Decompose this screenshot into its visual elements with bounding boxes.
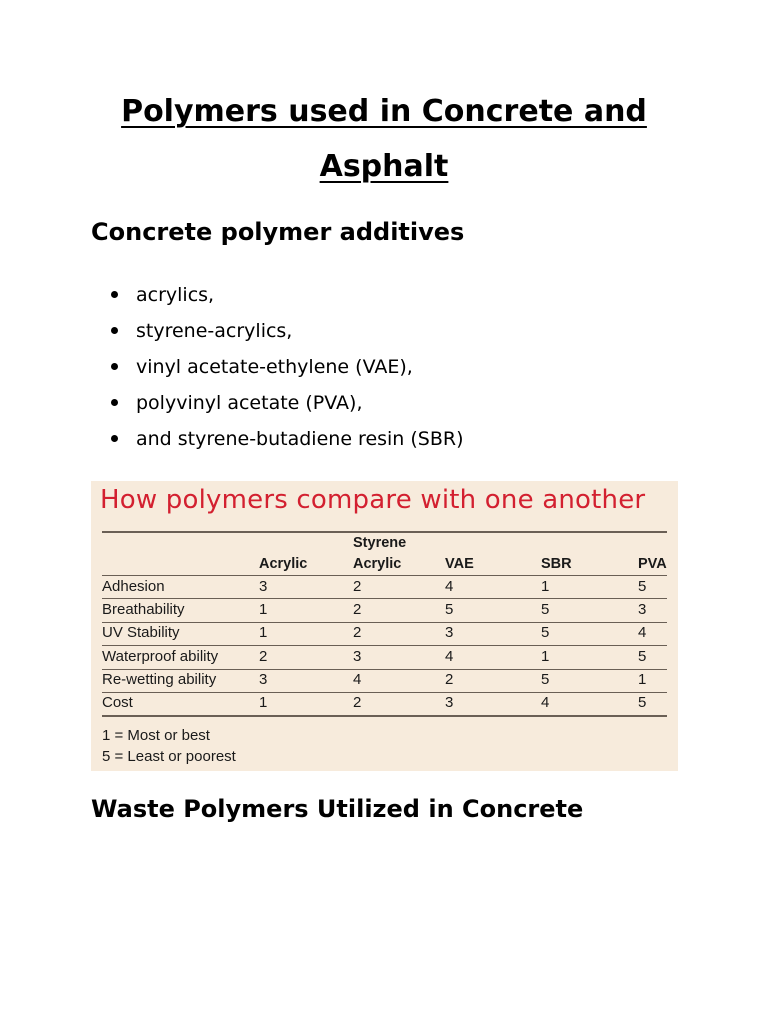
bullet-icon xyxy=(111,363,118,370)
table-cell: 5 xyxy=(541,624,550,641)
list-item-text: acrylics, xyxy=(136,284,215,306)
table-cell: 3 xyxy=(445,624,454,641)
table-cell: 2 xyxy=(353,624,362,641)
table-cell: 5 xyxy=(445,601,454,618)
list-item-text: vinyl acetate-ethylene (VAE), xyxy=(136,356,413,378)
row-label-waterproof-ability: Waterproof ability xyxy=(102,648,219,665)
col-header-vae: VAE xyxy=(445,556,474,572)
additives-list xyxy=(108,277,464,457)
legend-note: 1 = Most or best xyxy=(102,727,210,744)
list-item-text: and styrene-butadiene resin (SBR) xyxy=(136,428,464,450)
row-rule xyxy=(102,692,667,693)
page-title: Polymers used in Concrete and Asphalt xyxy=(121,94,647,184)
table-cell: 3 xyxy=(259,671,268,688)
table-bottom-rule xyxy=(102,715,667,717)
row-label-adhesion: Adhesion xyxy=(102,578,165,595)
table-cell: 5 xyxy=(541,601,550,618)
section-heading-additives: Concrete polymer additives xyxy=(91,218,465,246)
table-cell: 4 xyxy=(445,578,454,595)
list-item-text: polyvinyl acetate (PVA), xyxy=(136,392,363,414)
table-cell: 4 xyxy=(353,671,362,688)
col-header-styrene-acrylic-line2: Acrylic xyxy=(353,556,402,572)
table-cell: 1 xyxy=(259,694,268,711)
row-label-cost: Cost xyxy=(102,694,133,711)
table-cell: 3 xyxy=(259,578,268,595)
table-cell: 2 xyxy=(259,648,268,665)
table-cell: 3 xyxy=(445,694,454,711)
col-header-pva: PVA xyxy=(638,556,667,572)
list-item xyxy=(108,349,464,385)
row-rule xyxy=(102,598,667,599)
table-cell: 1 xyxy=(638,671,647,688)
row-rule xyxy=(102,622,667,623)
row-label-breathability: Breathability xyxy=(102,601,185,618)
table-cell: 1 xyxy=(259,601,268,618)
col-header-acrylic: Acrylic xyxy=(259,556,308,572)
table-cell: 4 xyxy=(445,648,454,665)
table-cell: 1 xyxy=(541,578,550,595)
table-cell: 5 xyxy=(638,578,647,595)
list-item xyxy=(108,385,464,421)
row-rule xyxy=(102,645,667,646)
row-label-re-wetting-ability: Re-wetting ability xyxy=(102,671,217,688)
table-cell: 4 xyxy=(541,694,550,711)
table-cell: 5 xyxy=(638,694,647,711)
bullet-icon xyxy=(111,291,118,298)
table-cell: 4 xyxy=(638,624,647,641)
col-header-styrene-acrylic-line1: Styrene xyxy=(353,535,407,551)
bullet-icon xyxy=(111,327,118,334)
bullet-icon xyxy=(111,435,118,442)
table-header-rule xyxy=(102,575,667,576)
table-cell: 1 xyxy=(541,648,550,665)
bullet-icon xyxy=(111,399,118,406)
table-cell: 2 xyxy=(445,671,454,688)
figure-title: How polymers compare with one another xyxy=(100,485,646,515)
table-cell: 5 xyxy=(541,671,550,688)
list-item xyxy=(108,313,464,349)
table-cell: 2 xyxy=(353,578,362,595)
list-item xyxy=(108,421,464,457)
table-cell: 2 xyxy=(353,694,362,711)
section-heading-waste-polymers: Waste Polymers Utilized in Concrete xyxy=(91,795,584,823)
table-cell: 5 xyxy=(638,648,647,665)
table-cell: 3 xyxy=(638,601,647,618)
table-cell: 3 xyxy=(353,648,362,665)
row-label-uv-stability: UV Stability xyxy=(102,624,180,641)
table-cell: 1 xyxy=(259,624,268,641)
table-cell: 2 xyxy=(353,601,362,618)
col-header-sbr: SBR xyxy=(541,556,572,572)
legend-note: 5 = Least or poorest xyxy=(102,748,236,765)
list-item xyxy=(108,277,464,313)
list-item-text: styrene-acrylics, xyxy=(136,320,293,342)
polymer-comparison-figure xyxy=(91,481,678,771)
